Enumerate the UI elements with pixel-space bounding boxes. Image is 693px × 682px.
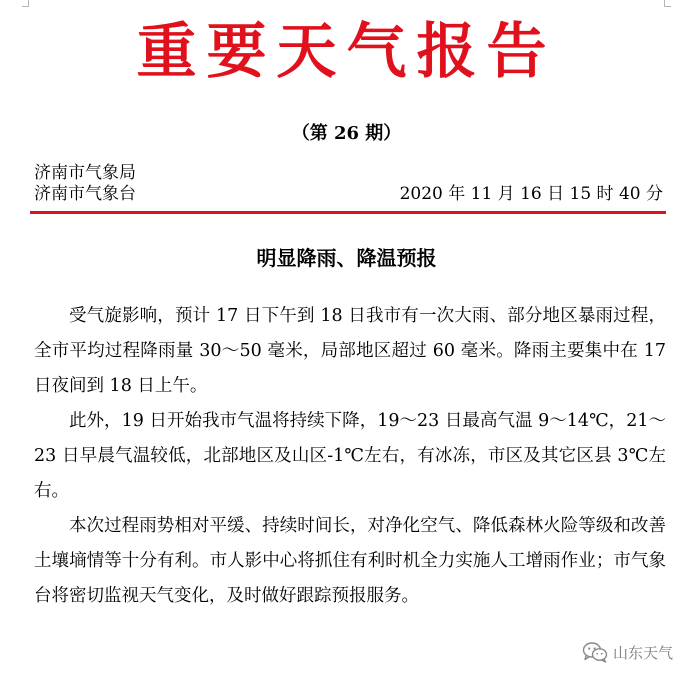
issue-number: （第 26 期）	[291, 123, 402, 144]
report-headline: 明显降雨、降温预报	[256, 246, 437, 270]
report-masthead: 重要天气报告	[136, 17, 557, 87]
body-paragraph-impact: 本次过程雨势相对平缓、持续时间长，对净化空气、降低森林火险等级和改善土壤墒情等十分有利。市人影中心将抓住有利时机全力实施人工增雨作业；市气象台将密切监视天气变化，及时做好跟踪预报服务。	[34, 516, 666, 606]
report-body	[34, 299, 666, 614]
wechat-watermark	[582, 640, 673, 664]
frame-corner-top-right	[664, 0, 671, 7]
watermark-label: 山东天气	[612, 643, 673, 662]
body-paragraph-temperature: 此外，19 日开始我市气温将持续下降，19～23 日最高气温 9～14℃，21～23 日早晨气温较低，北部地区及山区-1℃左右，有冰冻，市区及其它区县 3℃左右。	[34, 411, 666, 501]
issue-datetime: 2020 年 11 月 16 日 15 时 40 分	[399, 184, 663, 204]
header-divider	[30, 211, 666, 214]
body-paragraph-forecast: 受气旋影响，预计 17 日下午到 18 日我市有一次大雨、部分地区暴雨过程，全市平均过程降雨量 30～50 毫米，局部地区超过 60 毫米。降雨主要集中在 17 日夜间到 18 日上午。	[34, 306, 666, 396]
frame-corner-top-left	[22, 0, 29, 7]
wechat-icon	[582, 641, 608, 663]
issuer-observatory: 济南市气象台	[34, 184, 136, 204]
issuer-bureau: 济南市气象局	[34, 163, 136, 183]
